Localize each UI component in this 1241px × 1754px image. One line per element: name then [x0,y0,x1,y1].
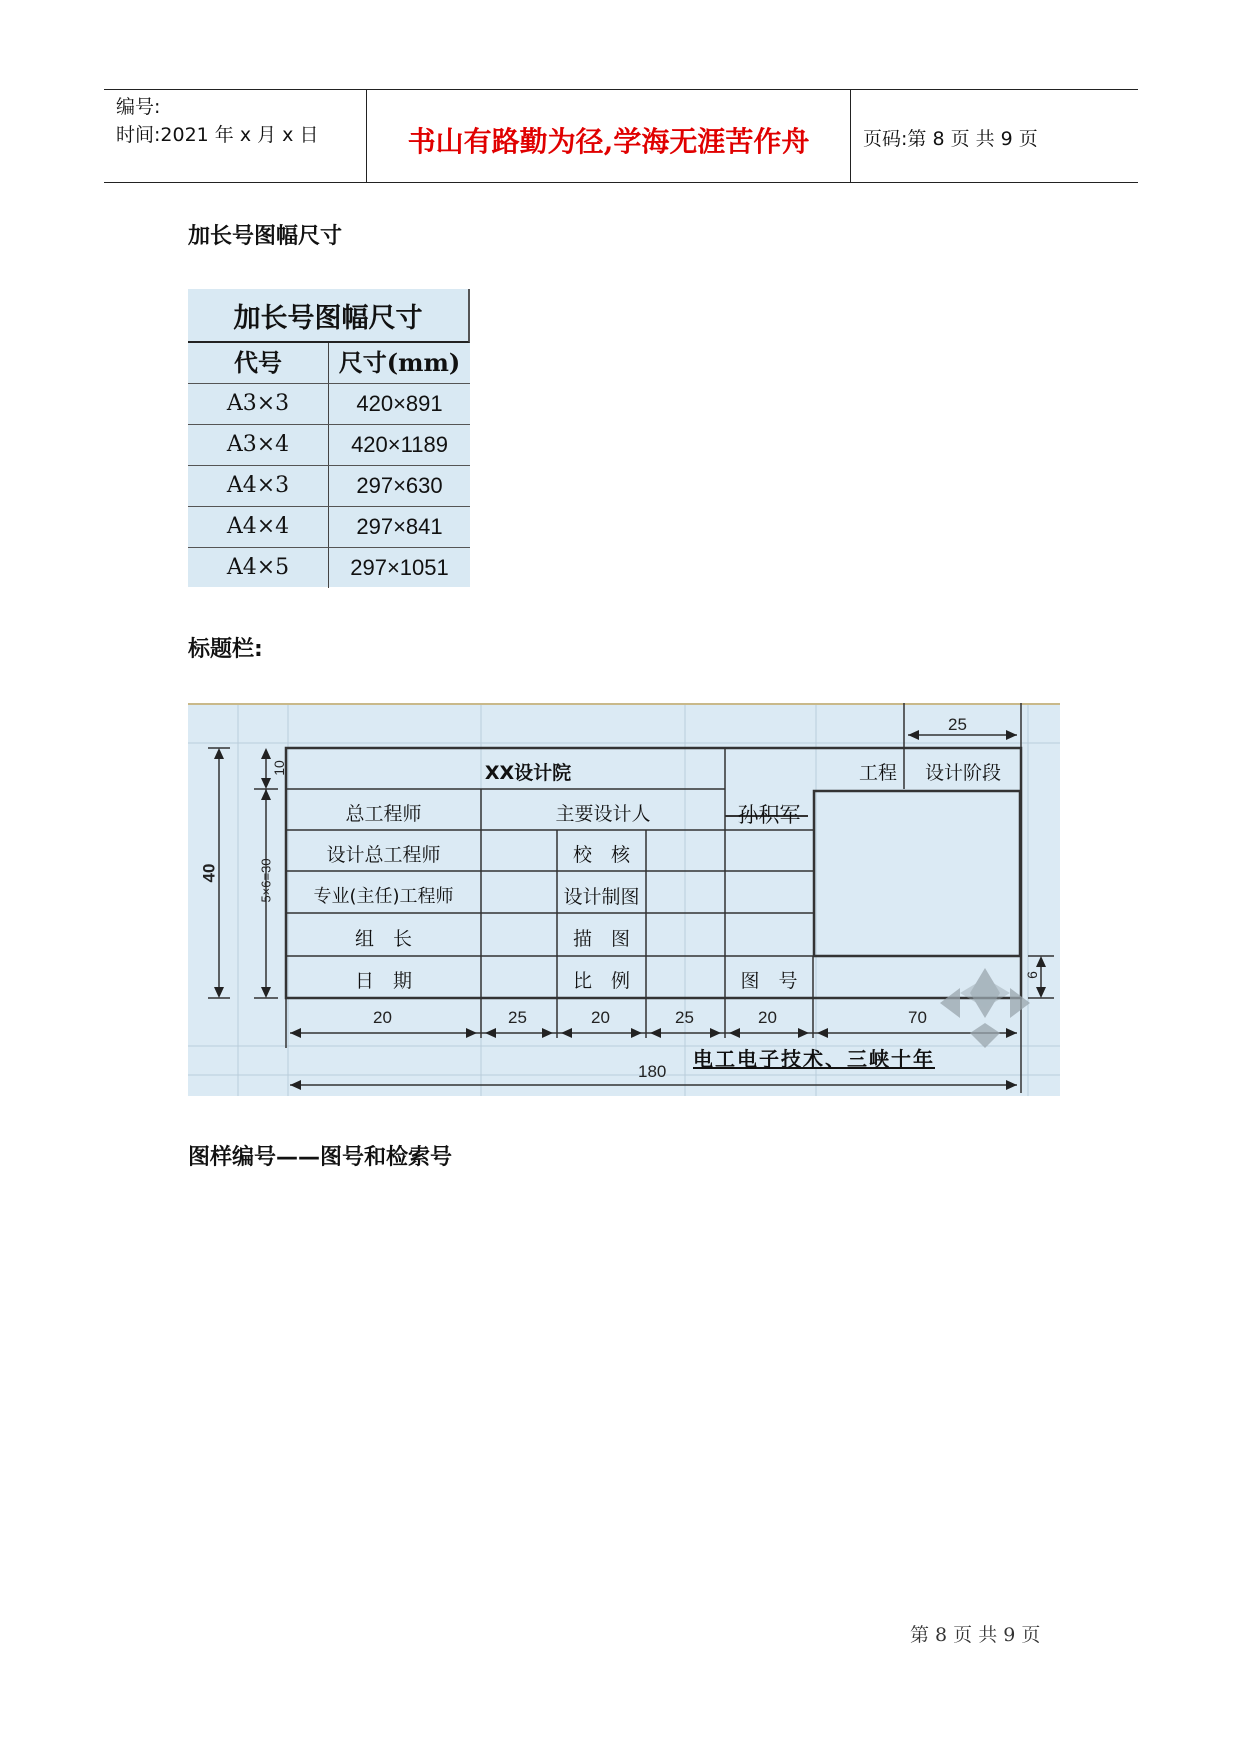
project-label: 工程 [858,762,897,784]
code-cell: A3×4 [188,425,329,465]
design-chief-label: 设计总工程师 [326,844,441,866]
chief-engineer-label: 总工程师 [345,803,422,825]
code-cell: A3×3 [188,384,329,424]
size-cell: 420×1189 [351,432,448,457]
code-cell: A4×4 [188,507,329,547]
dim-40: 40 [199,863,219,883]
institute-label: XX设计院 [484,762,572,784]
col-code-header: 代号 [188,343,329,383]
page-label: 页码:第 8 页 共 9 页 [863,128,1038,150]
watermark-logo-icon [940,968,1030,1048]
table-row [188,548,470,588]
dim-w2: 25 [508,1008,527,1027]
drafting-label: 设计制图 [563,886,640,908]
table-row [188,507,470,548]
table-row [188,425,470,466]
dim-5x6: 5×6=30 [258,858,274,903]
discipline-engineer-label: 专业(主任)工程师 [313,886,454,907]
header-page-cell [851,90,1138,182]
dim-w4: 25 [675,1008,694,1027]
col-size-header: 尺寸(mm) [338,348,461,377]
scale-label: 比 例 [572,970,630,992]
designer-name: 孙积军 [737,803,801,827]
header-info-cell [104,90,367,182]
code-cell: A4×5 [188,548,329,588]
dim-w6: 70 [908,1008,927,1027]
table-row [188,466,470,507]
title-block-figure [188,703,1060,1096]
size-cell: 297×630 [356,473,443,498]
main-designer-label: 主要设计人 [555,803,651,825]
code-cell: A4×3 [188,466,329,506]
group-leader-label: 组 长 [354,928,412,950]
dim-w3: 20 [591,1008,610,1027]
size-cell: 420×891 [356,391,443,416]
dim-w1: 20 [373,1008,392,1027]
dim-10: 10 [270,760,287,776]
stage-label: 设计阶段 [924,762,1001,784]
dim-w5: 20 [758,1008,777,1027]
dim-total: 180 [638,1062,667,1081]
time-label: 时间:2021 年 x 月 x 日 [116,124,319,146]
size-cell: 297×841 [356,514,443,539]
size-cell: 297×1051 [350,555,449,580]
table-row [188,384,470,425]
section-heading-sizes: 加长号图幅尺寸 [188,224,343,249]
section-heading-title-block: 标题栏: [188,637,263,662]
header-motto-cell [367,90,851,182]
motto: 书山有路勤为径,学海无涯苦作舟 [407,125,810,158]
number-label: 编号: [116,96,161,118]
date-label: 日 期 [354,970,412,992]
tracing-label: 描 图 [572,928,630,950]
size-table-header [188,343,470,384]
check-label: 校 核 [572,844,630,866]
page-footer: 第 8 页 共 9 页 [910,1624,1041,1646]
drawing-no-label: 图 号 [740,970,798,992]
size-table-title: 加长号图幅尺寸 [188,289,470,343]
size-table [188,289,470,587]
dim-6: 6 [1023,971,1040,979]
section-heading-numbering: 图样编号——图号和检索号 [188,1145,453,1170]
watermark-text: 电工电子技术、三峡十年 [693,1047,935,1071]
page-header [104,89,1138,183]
dim-25-top: 25 [948,715,967,734]
